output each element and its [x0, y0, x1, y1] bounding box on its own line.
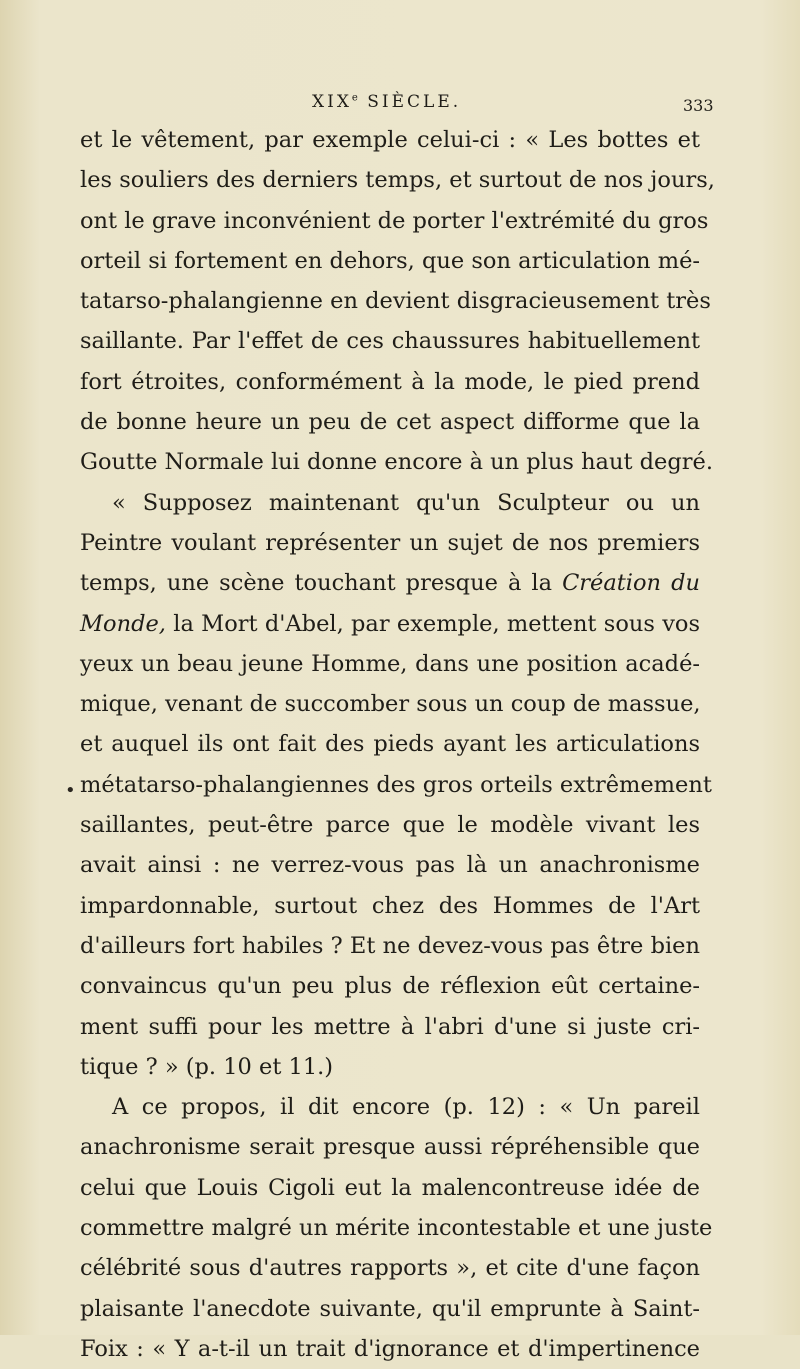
text-line: Peintre voulant représenter un sujet de nos premiers [80, 529, 700, 556]
text-line: saillante. Par l'effet de ces chaussures habituellement [80, 328, 700, 355]
text-line: orteil si fortement en dehors, que son articulation mé- [80, 247, 700, 274]
text-line: celui que Louis Cigoli eut la malencontreuse idée de [80, 1174, 700, 1201]
text-line: fort étroites, conformément à la mode, le pied prend [80, 368, 700, 395]
text-line: ment suffi pour les mettre à l'abri d'une si juste cri- [80, 1013, 700, 1040]
text-line: et auquel ils ont fait des pieds ayant les articulations [80, 731, 700, 758]
margin-mark: • [65, 780, 76, 801]
text-line: convaincus qu'un peu plus de réflexion eût certaine- [80, 973, 700, 1000]
text-line: les souliers des derniers temps, et surtout de nos jours, [80, 167, 715, 194]
text-line: métatarso-phalangiennes des gros orteils extrêmement [80, 771, 712, 798]
body-text [80, 120, 715, 1369]
text-line: Goutte Normale lui donne encore à un plus haut degré. [80, 449, 713, 476]
text-line: yeux un beau jeune Homme, dans une position acadé- [80, 650, 700, 677]
text-line: de bonne heure un peu de cet aspect difforme que la [80, 409, 700, 436]
italic-title: Monde, [80, 610, 166, 637]
text-line: et le vêtement, par exemple celui-ci : « Les bottes et [80, 127, 700, 153]
text-line: tique ? » (p. 10 et 11.) [80, 1053, 334, 1080]
text-line: saillantes, peut-être parce que le modèle vivant les [80, 812, 700, 839]
text-line: d'ailleurs fort habiles ? Et ne devez-vous pas être bien [80, 932, 700, 959]
running-head-title: XIXe SIÈCLE. [312, 92, 462, 112]
text-line [80, 563, 700, 603]
page-number: 333 [683, 96, 714, 115]
text-line: commettre malgré un mérite incontestable et une juste [80, 1215, 713, 1242]
text-line: Foix : « Y a-t-il un trait d'ignorance et d'impertinence [80, 1335, 700, 1362]
text-line: mique, venant de succomber sous un coup de massue, [80, 691, 701, 718]
text-line: célébrité sous d'autres rapports », et cite d'une façon [80, 1255, 700, 1282]
text-line: avait ainsi : ne verrez-vous pas là un anachronisme [80, 852, 700, 879]
text-segment: temps, une scène touchant presque à la [80, 570, 553, 597]
running-head [0, 92, 800, 122]
text-line: impardonnable, surtout chez des Hommes de l'Art [80, 892, 700, 919]
text-line: A ce propos, il dit encore (p. 12) : « Un pareil [112, 1094, 700, 1121]
text-line: anachronisme serait presque aussi répréhensible que [80, 1134, 700, 1161]
text-line: plaisante l'anecdote suivante, qu'il emprunte à Saint- [80, 1295, 700, 1322]
text-line: tatarso-phalangienne en devient disgracieusement très [80, 288, 711, 315]
text-segment: la Mort d'Abel, par exemple, mettent sous vos [173, 610, 700, 637]
text-line [80, 604, 700, 644]
italic-title: Création du [562, 570, 700, 597]
text-line: « Supposez maintenant qu'un Sculpteur ou un [112, 489, 700, 516]
text-line: ont le grave inconvénient de porter l'extrémité du gros [80, 207, 709, 234]
